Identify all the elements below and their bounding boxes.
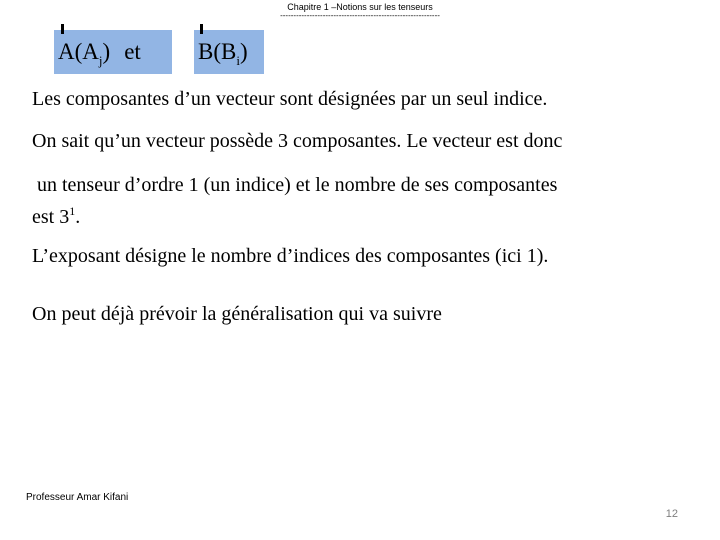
paragraph-4: L’exposant désigne le nombre d’indices des composantes (ici 1). [32, 245, 549, 267]
paragraph-3-exponent: 1 [69, 204, 76, 218]
formula-a-close: ) [102, 39, 111, 64]
formula-b-main: B(B [198, 39, 237, 64]
formula-b-sub: i [236, 53, 240, 68]
paragraph-3-base: est 3 [32, 206, 70, 228]
paragraph-3-line-2 [32, 198, 80, 230]
page-header [0, 2, 720, 19]
header-rule: ------------------------------------------------------------ [280, 13, 440, 19]
vector-arrow-icon [61, 24, 64, 34]
footer-author: Professeur Amar Kifani [26, 492, 129, 503]
formula-a-main: A(A [58, 39, 99, 64]
formula-a-word: et [124, 39, 141, 64]
paragraph-1: Les composantes d’un vecteur sont désignées par un seul indice. [32, 88, 548, 110]
paragraph-3-line-1: un tenseur d’ordre 1 (un indice) et le nombre de ses composantes [32, 174, 558, 196]
header-title: Chapitre 1 –Notions sur les tenseurs [287, 2, 433, 12]
page-number: 12 [665, 508, 678, 520]
paragraph-2: On sait qu’un vecteur possède 3 composantes. Le vecteur est donc [32, 130, 563, 152]
formula-a [58, 38, 141, 75]
paragraph-3-end: . [75, 206, 81, 228]
formula-b-box [194, 30, 264, 74]
vector-arrow-icon [200, 24, 203, 34]
paragraph-5: On peut déjà prévoir la généralisation qui va suivre [32, 303, 442, 325]
formula-b-close: ) [239, 39, 248, 64]
formula-a-sub: j [98, 53, 103, 68]
formula-b [198, 38, 248, 75]
formula-a-box [54, 30, 172, 74]
